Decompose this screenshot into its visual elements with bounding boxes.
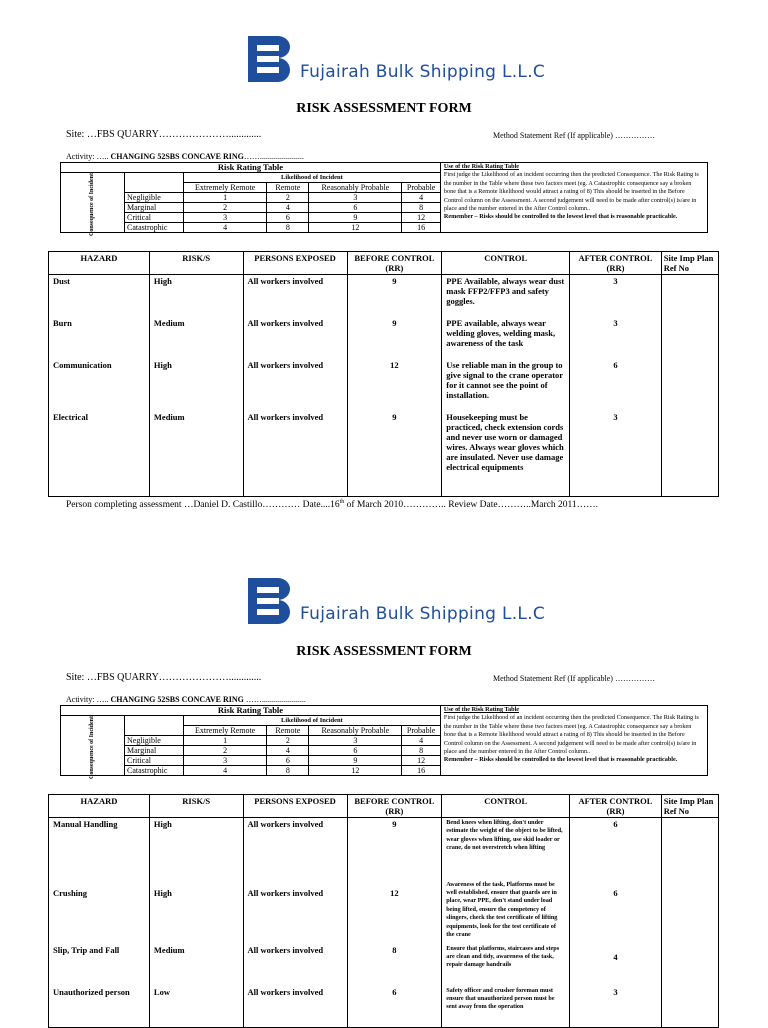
rating-cell: 2 — [267, 193, 309, 203]
method-statement: Method Statement Ref (If applicable) …………… — [493, 674, 655, 683]
form-title: RISK ASSESSMENT FORM — [296, 644, 472, 659]
rating-cell: 9 — [309, 756, 402, 766]
activity-dots: ……...................... — [243, 152, 304, 161]
footer-suffix: of March 2010………….. Review Date………..March 2011……. — [344, 500, 599, 511]
rating-cell: 2 — [183, 746, 266, 756]
after-cell: 6 — [570, 880, 662, 944]
table-row — [49, 880, 719, 944]
header-hazard: HAZARD — [49, 252, 150, 275]
header-ref: Site Imp Plan Ref No — [661, 252, 718, 275]
after-cell: 3 — [570, 317, 662, 359]
row-label: Marginal — [125, 203, 184, 213]
likelihood-label: Likelihood of Incident — [183, 716, 440, 726]
site-field: Site: …FBS QUARRY…………………............. — [66, 129, 262, 140]
header-control: CONTROL — [442, 252, 570, 275]
row-label: Critical — [125, 756, 184, 766]
row-label: Negligible — [125, 193, 184, 203]
persons-cell: All workers involved — [243, 275, 347, 317]
rating-cell: 12 — [309, 766, 402, 776]
table-row — [49, 944, 719, 986]
table-row — [49, 986, 719, 1028]
col-header: Probable — [402, 183, 441, 193]
persons-cell: All workers involved — [243, 944, 347, 986]
ref-cell — [661, 944, 718, 986]
rating-cell: 8 — [267, 766, 309, 776]
col-header: Remote — [267, 726, 309, 736]
header-ref: Site Imp Plan Ref No — [661, 795, 718, 818]
risk-cell: Medium — [149, 317, 243, 359]
persons-cell: All workers involved — [243, 359, 347, 411]
activity-name: CHANGING 52SBS CONCAVE RING — [110, 695, 244, 704]
hazard-table — [48, 794, 719, 1028]
corner-cell — [125, 726, 184, 736]
consequence-label: Consequence of Incident — [89, 172, 96, 236]
control-cell: Use reliable man in the group to give signal to the crane operator for it cannot see the point of installation. — [442, 359, 570, 411]
rating-cell: 8 — [402, 746, 441, 756]
after-cell: 3 — [570, 411, 662, 497]
row-label: Marginal — [125, 746, 184, 756]
rating-cell: 4 — [402, 736, 441, 746]
header-persons: PERSONS EXPOSED — [243, 795, 347, 818]
before-cell: 8 — [347, 944, 442, 986]
hazard-cell: Manual Handling — [49, 818, 150, 880]
risk-cell: Medium — [149, 944, 243, 986]
activity-field — [66, 695, 306, 704]
col-header: Probable — [402, 726, 441, 736]
rating-cell: 6 — [309, 203, 402, 213]
footer-sup: th — [339, 499, 345, 505]
before-cell: 9 — [347, 818, 442, 880]
row-label: Critical — [125, 213, 184, 223]
ref-cell — [661, 986, 718, 1028]
usage-text: First judge the Likelihood of an incident occurring then the predicted Consequence. The Risk Rating is the number in the Table where these two factors meet (eg. A Catastrophic consequence say a broken bone that is a Remote likelihood would attract a rating of 8) This should be inserted in the Before Control column on the Assessment. A second judgement will need to be made after control(s) is/are in place and the number entered in the After Control column.. — [443, 171, 699, 213]
persons-cell: All workers involved — [243, 317, 347, 359]
risk-cell: Medium — [149, 411, 243, 497]
method-statement: Method Statement Ref (If applicable) …………… — [493, 131, 655, 140]
row-label: Catastrophic — [125, 766, 184, 776]
corner-cell — [125, 716, 184, 726]
hazard-cell: Slip, Trip and Fall — [49, 944, 150, 986]
activity-dots: ……...................... — [243, 695, 306, 704]
rating-cell: 6 — [309, 746, 402, 756]
risk-cell: High — [149, 275, 243, 317]
ref-cell — [661, 818, 718, 880]
header-after: AFTER CONTROL (RR) — [570, 252, 662, 275]
rating-cell: 3 — [309, 193, 402, 203]
after-cell: 3 — [570, 275, 662, 317]
rating-cell: 9 — [309, 213, 402, 223]
col-header: Extremely Remote — [183, 183, 266, 193]
before-cell: 9 — [347, 275, 442, 317]
rating-cell: 4 — [267, 203, 309, 213]
rating-cell: 3 — [183, 756, 266, 766]
header-after: AFTER CONTROL (RR) — [570, 795, 662, 818]
ref-cell — [661, 880, 718, 944]
control-cell: Bend knees when lifting, don't under estimate the weight of the object to be lifted, wear gloves when lifting, use skid loader or crane, do not overstretch when lifting — [442, 818, 570, 880]
rating-cell: 12 — [402, 756, 441, 766]
control-cell: Housekeeping must be practiced, check extension cords and never use worn or damaged wires. Always wear gloves which are insulated. Never use damage electrical equipments — [442, 411, 570, 497]
fbs-logo-icon — [248, 578, 294, 624]
form-title: RISK ASSESSMENT FORM — [296, 101, 472, 116]
rating-cell: 1 — [183, 193, 266, 203]
rating-cell: 12 — [402, 213, 441, 223]
site-field: Site: …FBS QUARRY…………………............. — [66, 672, 262, 683]
control-cell: Awareness of the task, Platforms must be well established, ensure that guards are in place, wear PPE, don't stand under load being lifted, ensure the competency of slingers, check the test certificate of lifting equipments, look for the test certificate of the crane — [442, 880, 570, 944]
header-persons: PERSONS EXPOSED — [243, 252, 347, 275]
after-cell: 6 — [570, 818, 662, 880]
rating-cell: 16 — [402, 766, 441, 776]
after-cell: 3 — [570, 986, 662, 1028]
before-cell: 12 — [347, 359, 442, 411]
table-row — [49, 818, 719, 880]
rating-cell: 4 — [183, 223, 266, 233]
rating-cell: 2 — [267, 736, 309, 746]
footer-prefix: Person completing assessment …Daniel D. Castillo………… Date....16 — [66, 500, 340, 511]
header-before: BEFORE CONTROL (RR) — [347, 795, 442, 818]
col-header: Extremely Remote — [183, 726, 266, 736]
risk-cell: Low — [149, 986, 243, 1028]
rating-cell: 3 — [183, 213, 266, 223]
header-risks: RISK/S — [149, 252, 243, 275]
risk-table-usage — [440, 706, 707, 776]
rating-cell: 6 — [267, 756, 309, 766]
rating-cell: 8 — [267, 223, 309, 233]
rating-cell: 16 — [402, 223, 441, 233]
before-cell: 6 — [347, 986, 442, 1028]
control-cell: PPE available, always wear welding gloves, welding mask, awareness of the task — [442, 317, 570, 359]
header-hazard: HAZARD — [49, 795, 150, 818]
rating-cell: 1 — [183, 736, 266, 746]
persons-cell: All workers involved — [243, 411, 347, 497]
persons-cell: All workers involved — [243, 818, 347, 880]
activity-name: CHANGING 52SBS CONCAVE RING — [110, 152, 244, 161]
before-cell: 12 — [347, 880, 442, 944]
usage-remember: Remember – Risks should be controlled to the lowest level that is reasonable practicable. — [443, 213, 678, 221]
company-logo — [248, 578, 545, 624]
hazard-cell: Communication — [49, 359, 150, 411]
likelihood-label: Likelihood of Incident — [183, 173, 440, 183]
activity-prefix: Activity: ….. — [66, 695, 109, 704]
rating-cell: 2 — [183, 203, 266, 213]
usage-remember: Remember – Risks should be controlled to the lowest level that is reasonable practicable. — [443, 756, 678, 764]
rating-cell: 6 — [267, 213, 309, 223]
control-cell: Ensure that platforms, staircases and steps are clean and tidy, awareness of the task, repair damage handrails — [442, 944, 570, 986]
control-cell: PPE Available, always wear dust mask FFP2/FFP3 and safety goggles. — [442, 275, 570, 317]
after-cell: 4 — [570, 944, 662, 986]
activity-prefix: Activity: ….. — [66, 152, 109, 161]
hazard-cell: Burn — [49, 317, 150, 359]
col-header: Remote — [267, 183, 309, 193]
before-cell: 9 — [347, 317, 442, 359]
col-header: Reasonably Probable — [309, 183, 402, 193]
before-cell: 9 — [347, 411, 442, 497]
hazard-cell: Crushing — [49, 880, 150, 944]
risk-cell: High — [149, 359, 243, 411]
rating-cell: 8 — [402, 203, 441, 213]
usage-text: First judge the Likelihood of an incident occurring then the predicted Consequence. The Risk Rating is the number in the Table where these two factors meet (eg. A Catastrophic consequence say a broken bone that is a Remote likelihood would attract a rating of 8) This should be inserted in the Before Control column on the Assessment. A second judgement will need to be made after control(s) is/are in place and the number entered in the After Control column.. — [443, 714, 699, 756]
hazard-cell: Dust — [49, 275, 150, 317]
rating-cell: 4 — [402, 193, 441, 203]
risk-rating-table — [60, 705, 708, 779]
company-name: Fujairah Bulk Shipping L.L.C — [300, 604, 546, 624]
rating-cell: 4 — [267, 746, 309, 756]
rating-cell: 3 — [309, 736, 402, 746]
header-control: CONTROL — [442, 795, 570, 818]
usage-title: Use of the Risk Rating Table — [443, 163, 520, 170]
risk-cell: High — [149, 818, 243, 880]
row-label: Negligible — [125, 736, 184, 746]
col-header: Reasonably Probable — [309, 726, 402, 736]
company-name: Fujairah Bulk Shipping L.L.C — [300, 62, 546, 82]
consequence-label: Consequence of Incident — [89, 715, 96, 779]
hazard-cell: Electrical — [49, 411, 150, 497]
header-before: BEFORE CONTROL (RR) — [347, 252, 442, 275]
rating-cell: 4 — [183, 766, 266, 776]
consequence-axis — [61, 715, 125, 779]
header-risks: RISK/S — [149, 795, 243, 818]
hazard-cell: Unauthorized person — [49, 986, 150, 1028]
usage-title: Use of the Risk Rating Table — [443, 706, 520, 713]
persons-cell: All workers involved — [243, 986, 347, 1028]
risk-rating-title: Risk Rating Table — [61, 163, 441, 173]
persons-cell: All workers involved — [243, 880, 347, 944]
row-label: Catastrophic — [125, 223, 184, 233]
risk-cell: High — [149, 880, 243, 944]
rating-cell: 12 — [309, 223, 402, 233]
control-cell: Safety officer and crusher foreman must ensure that unauthorized person must be sent away from the operation — [442, 986, 570, 1028]
after-cell: 6 — [570, 359, 662, 411]
risk-rating-title: Risk Rating Table — [61, 706, 441, 716]
